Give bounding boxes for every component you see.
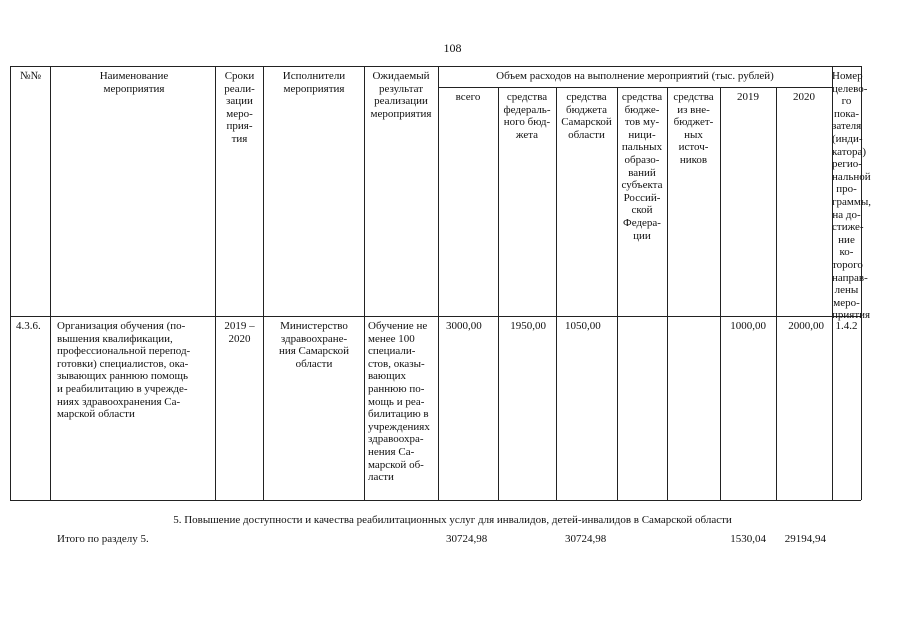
header-regional-line: Самарской [561,116,612,129]
row-2019: 1000,00 [730,320,766,332]
header-volume: Объем расходов на выполнение мероприятий (тыс. рублей) [496,70,774,82]
header-indicator-line: торого [832,258,863,271]
row-executors [265,320,363,370]
col-border [364,66,365,500]
header-indicator-line: лены [834,284,859,297]
header-other-line: ных [684,128,703,141]
header-term-line: Сроки [224,70,255,82]
header-term [216,70,263,146]
row-expected-line: Обучение не [368,320,428,332]
header-term-line: меро- [226,107,253,120]
col-border [10,66,11,500]
row-term [216,320,263,345]
header-municipal-line: средства [621,91,663,103]
row-expected-line: учреждениях [368,420,430,433]
header-regional-line: бюджета [565,103,607,116]
section-total-label: Итого по разделу 5. [57,533,149,545]
header-2020: 2020 [793,91,815,103]
header-bottom-border [10,316,861,317]
row-expected-line: здравоохра- [368,433,424,446]
header-expected [365,70,437,120]
header-regional-line: средства [566,91,607,103]
header-2019: 2019 [737,91,759,103]
row-2020: 2000,00 [788,320,824,332]
col-border [50,66,51,500]
header-other [667,91,720,167]
header-indicator-line: нальной [832,170,871,183]
row-expected-line: вающих [368,370,407,383]
header-municipal-line: образо- [624,153,660,166]
row-num: 4.3.6. [16,320,41,332]
header-total: всего [455,91,481,103]
header-other-line: бюджет- [673,116,714,129]
row-name-line: Организация обучения (по- [57,320,186,332]
header-other-line: из вне- [677,103,710,116]
header-municipal-line: пальных [621,141,663,154]
header-indicator-line: приятия [832,309,871,322]
header-municipal [617,91,667,242]
row-expected-line: раннюю по- [368,382,425,395]
row-name-line: ниях здравоохранения Са- [57,395,181,408]
row-executors-line: здравоохране- [280,332,348,345]
header-indicator-line: зателя [832,120,862,133]
header-municipal-line: ници- [628,128,656,141]
table-top-border [10,66,861,67]
header-indicator-line: на до- [832,208,861,221]
row-expected-line: марской об- [368,458,424,471]
header-municipal-line: Россий- [623,191,661,204]
header-federal-line: средства [506,91,548,103]
header-name: Наименование мероприятия [99,70,169,95]
row-name-line: вышения квалификации, [57,332,173,345]
row-expected [368,320,436,484]
row-name-line: зывающих раннюю помощь [57,370,188,383]
header-federal [498,91,556,141]
section-title: 5. Повышение доступности и качества реабилитационных услуг для инвалидов, детей-инвалидов в Самарской области [173,514,732,526]
header-expected-line: Ожидаемый [372,70,430,82]
header-expected-line: мероприятия [370,107,432,120]
header-federal-line: жета [515,128,539,141]
section-total-2020: 29194,94 [784,533,826,545]
row-federal: 1950,00 [510,320,546,332]
col-border [776,87,777,500]
row-expected-line: билитацию в [368,408,429,421]
header-indicator-line: го пока- [833,95,860,120]
row-executors-line: ния Самарской [278,345,350,358]
header-municipal-line: субъекта [621,179,663,192]
header-municipal-line: тов му- [624,116,660,129]
header-indicator-line: регио- [832,158,862,171]
section-total-2019: 1530,04 [730,533,766,545]
header-expected-line: реализации [374,95,428,108]
row-expected-line: нения Са- [368,445,415,458]
row-regional: 1050,00 [565,320,601,332]
header-expected-line: результат [378,82,424,95]
header-indicator-line: ние ко- [838,233,855,259]
row-executors-line: Министерство [280,320,348,332]
header-indicator-line: граммы, [832,195,871,208]
page-number: 108 [443,41,462,55]
section-total-regional: 30724,98 [565,533,607,545]
row-name-line: профессиональной перепод- [57,345,191,358]
header-regional-line: области [568,128,605,141]
header-indicator-line: меро- [833,296,860,309]
row-expected-line: мощь и реа- [368,395,425,408]
section-total-total: 30724,98 [446,533,488,545]
header-indicator-line: (инди- [832,132,863,145]
header-indicator-line: про- [836,183,857,196]
row-term-line: 2019 – [224,320,255,332]
row-total: 3000,00 [446,320,482,332]
header-term-line: зации [226,95,253,108]
row-term-line: 2020 [228,332,251,345]
table-bottom-border [10,500,861,501]
header-term-line: прия- [226,120,253,133]
header-num: №№ [20,70,41,82]
header-indicator-line: целево- [832,82,868,95]
row-name-line: марской области [57,408,135,421]
header-federal-line: федераль- [503,103,551,116]
header-other-line: средства [673,91,714,103]
header-indicator-line: катора) [832,145,866,158]
header-indicator-line: Номер [832,70,863,82]
col-border [498,87,499,500]
header-term-line: реали- [224,82,255,95]
col-border [720,87,721,500]
row-expected-line: специали- [368,345,416,358]
row-expected-line: менее 100 [368,332,415,345]
row-name-line: и реабилитацию в учрежде- [57,382,188,395]
header-regional [556,91,617,141]
header-indicator-line: стиже- [832,221,864,234]
header-federal-line: ного бюд- [503,116,551,129]
header-other-line: ников [679,153,708,166]
col-border [263,66,264,500]
row-name-line: готовки) специалистов, ока- [57,357,189,370]
header-indicator [832,70,871,322]
header-executors: Исполнители мероприятия [282,70,346,95]
header-other-line: источ- [678,141,709,154]
row-indicator: 1.4.2 [835,320,858,332]
row-executors-line: области [295,357,333,370]
col-border [556,87,557,500]
header-municipal-line: ваний [628,166,656,179]
header-municipal-line: ции [633,229,651,242]
header-indicator-line: направ- [832,271,868,284]
col-border [438,66,439,500]
row-name [57,320,213,421]
row-expected-line: стов, оказы- [368,357,425,370]
header-term-line: тия [231,132,248,145]
header-municipal-line: Федера- [623,216,661,229]
row-expected-line: ласти [368,471,394,484]
header-municipal-line: бюдже- [624,103,660,116]
header-municipal-line: ской [631,204,653,217]
